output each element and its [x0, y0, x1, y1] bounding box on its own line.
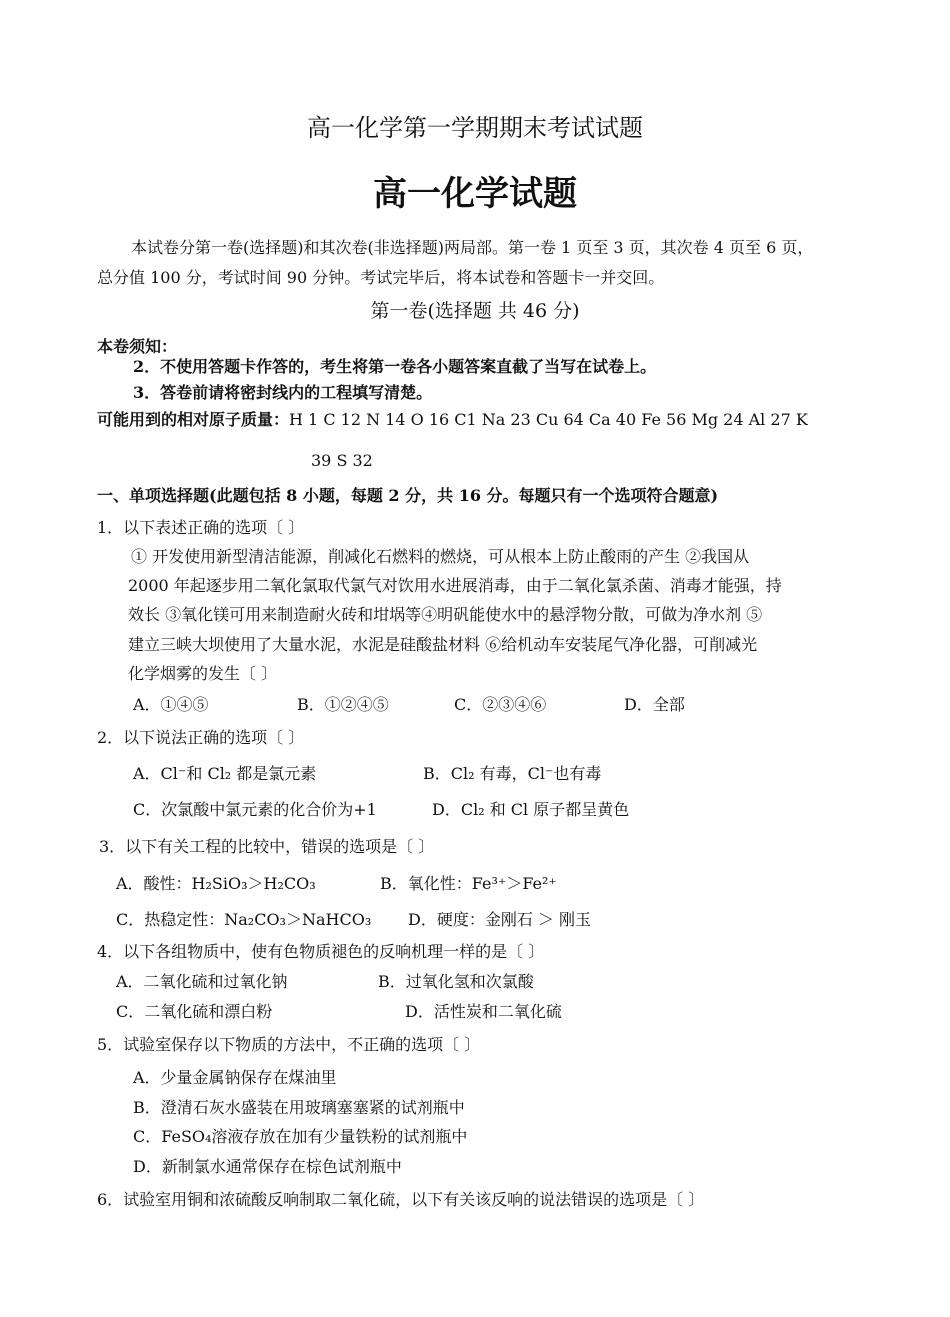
q1-body-line: ① 开发使用新型清洁能源，削减化石燃料的燃烧，可从根本上防止酸雨的产生 ②我国从 [131, 547, 750, 566]
intro-line-2: 总分值 100 分，考试时间 90 分钟。考试完毕后，将本试卷和答题卡一并交回。 [97, 268, 665, 287]
q5-option-a[interactable]: A．少量金属钠保存在煤油里 [133, 1068, 337, 1087]
q1-option-b[interactable]: B．①②④⑤ [297, 695, 389, 714]
q3-option-c[interactable]: C．热稳定性：Na₂CO₃＞NaHCO₃ [116, 910, 372, 929]
q2-stem: 2．以下说法正确的选项〔 〕 [97, 728, 305, 747]
q1-option-a[interactable]: A．①④⑤ [133, 695, 209, 714]
notice-item-3: 3．答卷前请将密封线内的工程填写清楚。 [133, 383, 433, 402]
q2-option-b[interactable]: B．Cl₂ 有毒，Cl⁻也有毒 [423, 764, 602, 783]
exam-title: 高一化学第一学期期末考试试题 [307, 114, 643, 142]
q5-option-c[interactable]: C．FeSO₄溶液存放在加有少量铁粉的试剂瓶中 [133, 1127, 468, 1146]
q2-option-c[interactable]: C．次氯酸中氯元素的化合价为+1 [133, 800, 377, 819]
atomic-mass-row [97, 409, 808, 431]
q1-stem: 1．以下表述正确的选项〔 〕 [97, 518, 305, 537]
part-1-heading: 一、单项选择题(此题包括 8 小题，每题 2 分，共 16 分。每题只有一个选项符合题意) [97, 486, 719, 505]
atomic-mass-values: H 1 C 12 N 14 O 16 C1 Na 23 Cu 64 Ca 40 Fe 56 Mg 24 Al 27 K [289, 410, 808, 429]
q5-option-d[interactable]: D．新制氯水通常保存在棕色试剂瓶中 [133, 1157, 402, 1176]
atomic-mass-values-cont: 39 S 32 [311, 451, 373, 470]
notice-item-2: 2．不使用答题卡作答的，考生将第一卷各小题答案直截了当写在试卷上。 [133, 357, 657, 376]
q6-stem: 6．试验室用铜和浓硫酸反响制取二氧化硫，以下有关该反响的说法错误的选项是〔 〕 [97, 1190, 705, 1209]
q2-option-a[interactable]: A．Cl⁻和 Cl₂ 都是氯元素 [133, 764, 317, 783]
q3-option-d[interactable]: D．硬度：金刚石 ＞ 刚玉 [408, 910, 592, 929]
atomic-mass-label: 可能用到的相对原子质量： [97, 410, 290, 429]
q1-option-d[interactable]: D．全部 [624, 695, 685, 714]
q4-stem: 4．以下各组物质中，使有色物质褪色的反响机理一样的是〔 〕 [97, 942, 545, 961]
notice-heading: 本卷须知： [97, 337, 178, 356]
q5-stem: 5．试验室保存以下物质的方法中，不正确的选项〔 〕 [97, 1035, 481, 1054]
intro-line-1: 本试卷分第一卷(选择题)和其次卷(非选择题)两局部。第一卷 1 页至 3 页，其次卷 4 页至 6 页， [131, 238, 814, 257]
section-1-title: 第一卷(选择题 共 46 分) [370, 300, 580, 322]
q1-body-line: 2000 年起逐步用二氧化氯取代氯气对饮用水进展消毒，由于二氧化氯杀菌、消毒才能强，持 [128, 576, 782, 595]
q1-body-line: 建立三峡大坝使用了大量水泥，水泥是硅酸盐材料 ⑥给机动车安装尾气净化器，可削减光 [128, 635, 758, 654]
q2-option-d[interactable]: D．Cl₂ 和 Cl 原子都呈黄色 [432, 800, 630, 819]
q1-body-line: 效长 ③氧化镁可用来制造耐火砖和坩埚等④明矾能使水中的悬浮物分散，可做为净水剂 ⑤ [128, 605, 763, 624]
q1-body-line: 化学烟雾的发生〔 〕 [128, 664, 278, 683]
q4-option-c[interactable]: C．二氧化硫和漂白粉 [116, 1002, 273, 1021]
q4-option-d[interactable]: D．活性炭和二氧化硫 [405, 1002, 562, 1021]
q3-option-b[interactable]: B．氧化性：Fe³⁺＞Fe²⁺ [380, 874, 557, 893]
q1-option-c[interactable]: C．②③④⑥ [454, 695, 547, 714]
q5-option-b[interactable]: B．澄清石灰水盛装在用玻璃塞塞紧的试剂瓶中 [133, 1098, 465, 1117]
q3-option-a[interactable]: A．酸性：H₂SiO₃＞H₂CO₃ [116, 874, 316, 893]
q4-option-b[interactable]: B．过氧化氢和次氯酸 [378, 972, 534, 991]
q3-stem: 3．以下有关工程的比较中，错误的选项是〔 〕 [99, 837, 435, 856]
q4-option-a[interactable]: A．二氧化硫和过氧化钠 [116, 972, 288, 991]
subject-title: 高一化学试题 [373, 174, 577, 214]
